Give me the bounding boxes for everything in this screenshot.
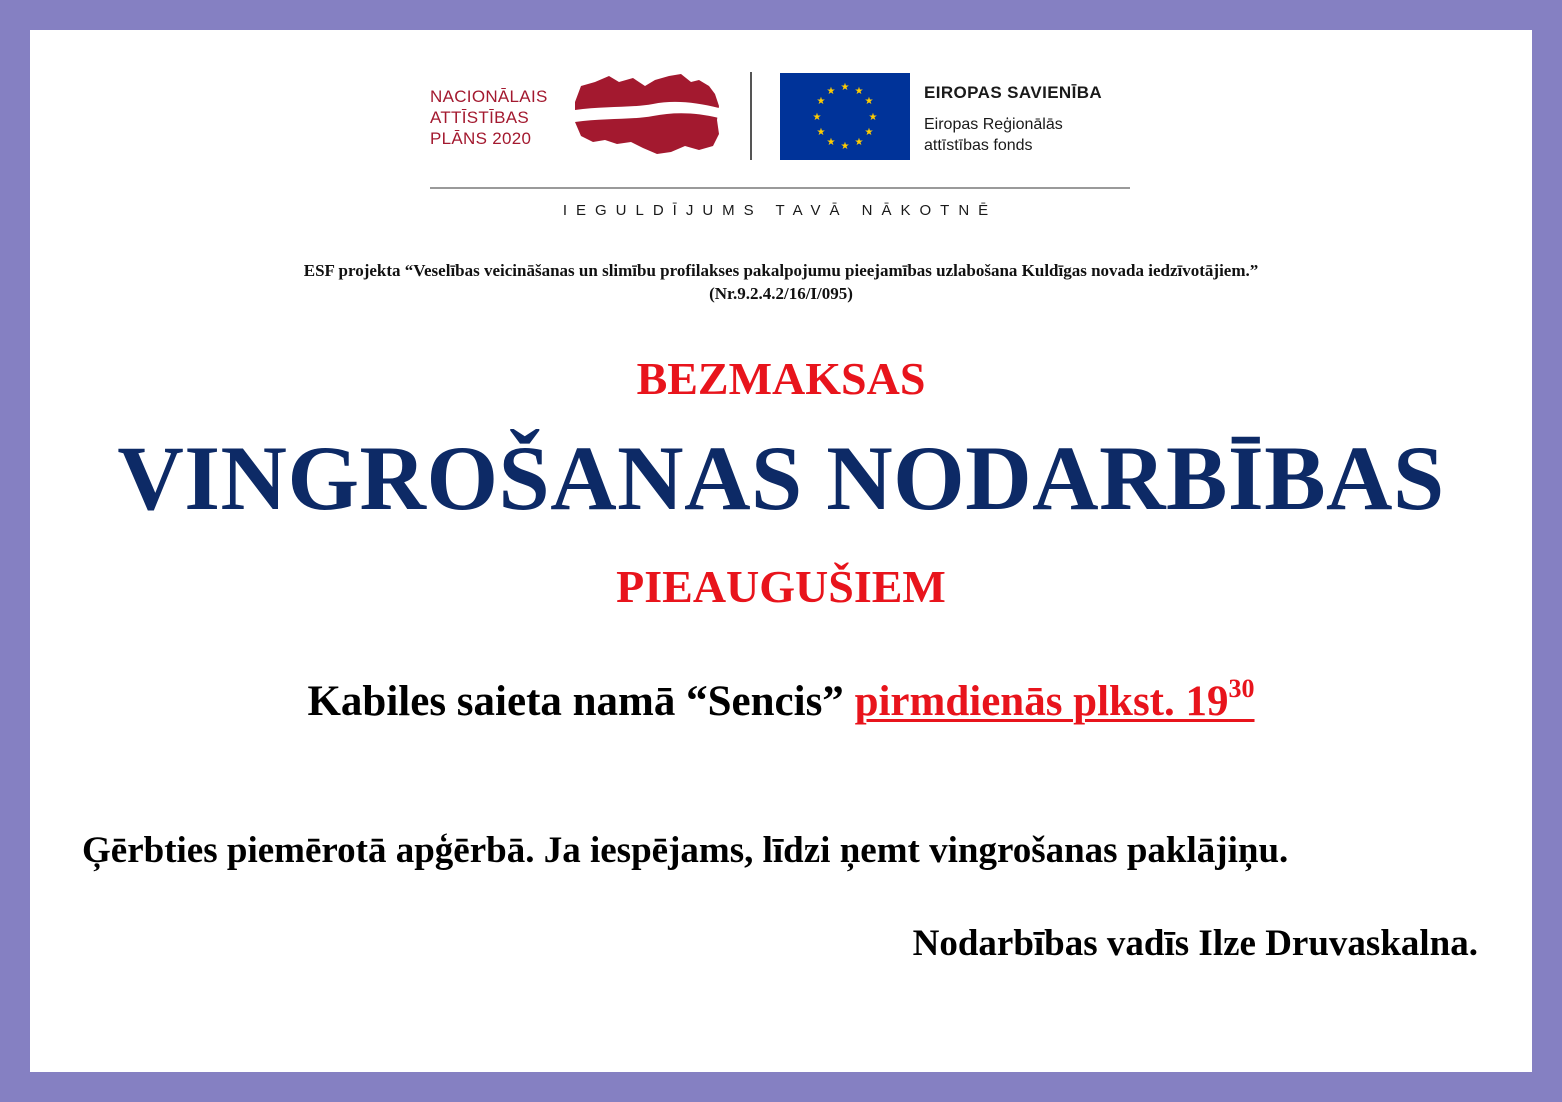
eu-fund-line-2: attīstības fonds — [924, 137, 1033, 154]
svg-text:★: ★ — [826, 137, 836, 148]
project-title: ESF projekta “Veselības veicināšanas un slimību profilakses pakalpojumu pieejamības uzlabošana Kuldīgas novada iedzīvotājiem.” — [303, 261, 1259, 280]
poster — [30, 30, 1532, 1072]
headline-audience: PIEAUGUŠIEM — [616, 561, 946, 612]
project-number: (Nr.9.2.4.2/16/I/095) — [709, 284, 853, 303]
clothing-note: Ģērbties piemērotā apģērbā. Ja iespējams, līdzi ņemt vingrošanas paklājiņu. — [82, 830, 1289, 871]
svg-text:★: ★ — [868, 112, 878, 123]
headline-free: BEZMAKSAS — [636, 353, 926, 404]
schedule-time-minutes: 30 — [1228, 674, 1255, 703]
project-description — [30, 259, 1532, 305]
svg-text:★: ★ — [816, 96, 826, 107]
slogan: IEGULDĪJUMS TAVĀ NĀKOTNĒ — [562, 202, 998, 219]
svg-text:★: ★ — [854, 137, 864, 148]
schedule-place: Kabiles saieta namā “Sencis” — [307, 678, 844, 725]
logo-divider — [750, 72, 752, 160]
leader-note: Nodarbības vadīs Ilze Druvaskalna. — [912, 923, 1478, 964]
eu-title: EIROPAS SAVIENĪBA — [924, 83, 1103, 102]
svg-text:★: ★ — [826, 86, 836, 97]
headline-main: VINGROŠANAS NODARBĪBAS — [117, 427, 1445, 529]
eu-fund-line-1: Eiropas Reģionālās — [924, 116, 1063, 133]
nap-line-1: NACIONĀLAIS — [430, 87, 548, 106]
svg-text:★: ★ — [816, 127, 826, 138]
schedule-line — [30, 674, 1532, 726]
schedule-time — [854, 674, 1255, 725]
eu-fund-text — [924, 114, 1063, 156]
logo-rule — [430, 187, 1130, 189]
latvia-map-flag-icon — [573, 72, 721, 158]
eu-flag-icon — [780, 73, 910, 160]
svg-text:★: ★ — [864, 96, 874, 107]
nap-logo-text — [430, 86, 548, 149]
svg-text:★: ★ — [864, 127, 874, 138]
nap-line-2: ATTĪSTĪBAS — [430, 108, 530, 127]
svg-text:★: ★ — [812, 112, 822, 123]
svg-text:★: ★ — [840, 141, 850, 152]
svg-text:★: ★ — [854, 86, 864, 97]
svg-text:★: ★ — [840, 82, 850, 93]
nap-line-3: PLĀNS 2020 — [430, 129, 532, 148]
schedule-time-text: pirmdienās plkst. 19 — [854, 678, 1229, 725]
